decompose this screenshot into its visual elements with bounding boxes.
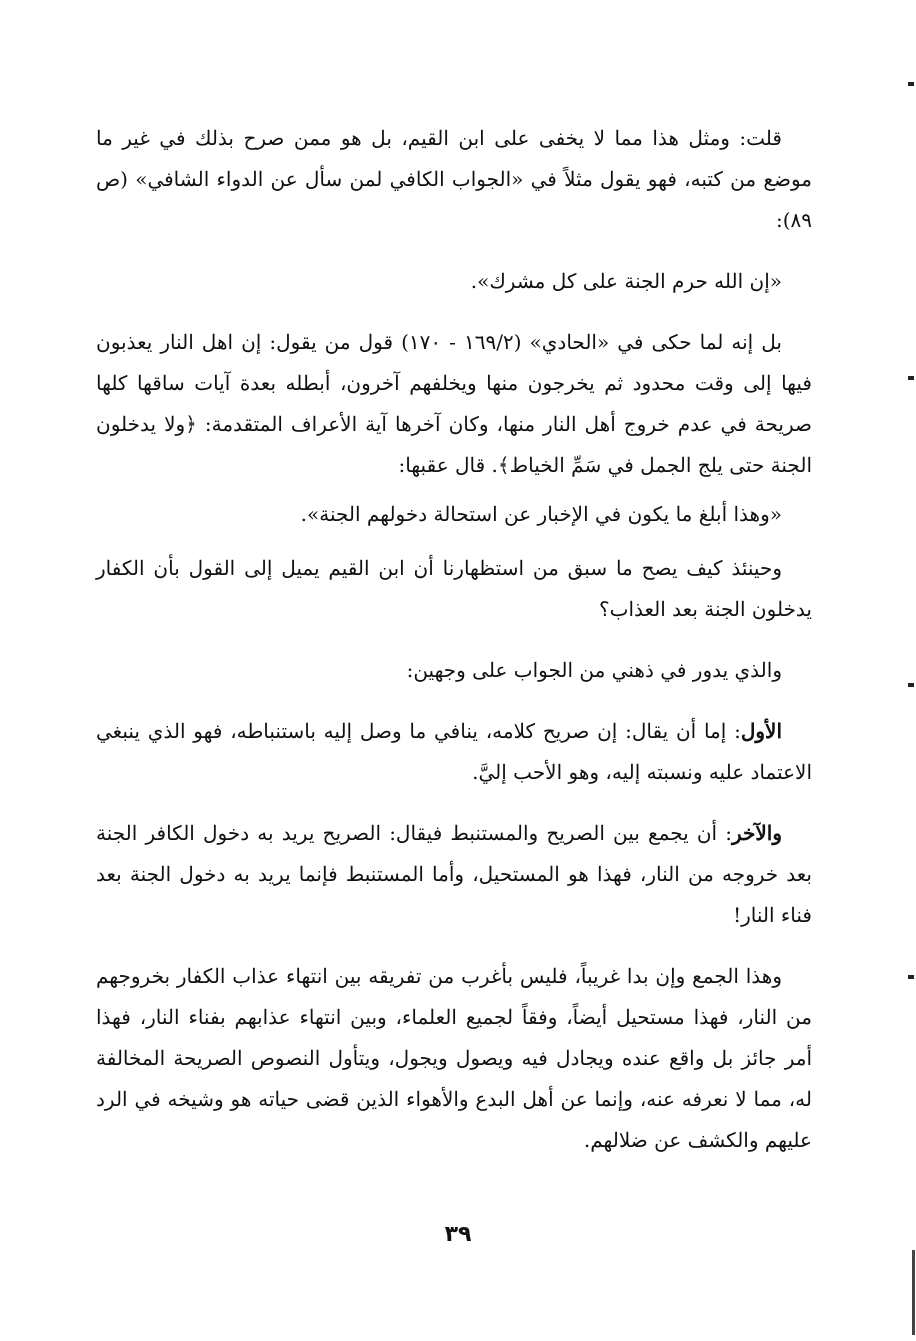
paragraph-first-answer bbox=[96, 711, 812, 793]
paragraph-question-text: وحينئذ كيف يصح ما سبق من استظهارنا أن ابن القيم يميل إلى القول بأن الكفار يدخلون الجنة بعد العذاب؟ bbox=[96, 556, 812, 621]
paragraph-intro-text: قلت: ومثل هذا مما لا يخفى على ابن القيم، بل هو ممن صرح بذلك في غير ما موضع من كتبه، فهو يقول مثلاً في «الجواب الكافي لمن سأل عن الدواء الشافي» (ص ٨٩): bbox=[96, 126, 812, 232]
first-answer-text: : إما أن يقال: إن صريح كلامه، ينافي ما وصل إليه باستنباطه، فهو الذي ينبغي الاعتماد عليه ونسبته إليه، وهو الأحب إليَّ. bbox=[96, 719, 812, 784]
scan-edge-mark bbox=[908, 975, 914, 979]
paragraph-conclusion bbox=[96, 956, 812, 1161]
paragraph-two-answers-text: والذي يدور في ذهني من الجواب على وجهين: bbox=[406, 658, 782, 682]
body-text bbox=[96, 118, 812, 1161]
scan-edge-mark bbox=[908, 683, 914, 687]
paragraph-intro bbox=[96, 118, 812, 241]
scan-edge-line bbox=[912, 1250, 915, 1335]
paragraph-hadi-text: بل إنه لما حكى في «الحادي» (١٦٩/٢ - ١٧٠) قول من يقول: إن اهل النار يعذبون فيها إلى وقت محدود ثم يخرجون منها ويخلفهم آخرون، أبطله بعدة آيات ساقها كلها صريحة في عدم خروج أهل النار منها، وكان آخرها آية الأعراف المتقدمة: ﴿ولا يدخلون الجنة حتى يلج الجمل في سَمِّ الخياط﴾. قال عقبها: bbox=[96, 330, 812, 477]
paragraph-hadi bbox=[96, 322, 812, 486]
second-answer-text: : أن يجمع بين الصريح والمستنبط فيقال: الصريح يريد به دخول الكافر الجنة بعد خروجه من النار، فهذا هو المستحيل، وأما المستنبط فإنما يريد به دخول الجنة بعد فناء النار! bbox=[96, 821, 812, 927]
scan-edge-mark bbox=[908, 82, 914, 86]
paragraph-second-answer bbox=[96, 813, 812, 936]
quote-paragraph-1 bbox=[96, 261, 812, 302]
paragraph-two-answers bbox=[96, 650, 812, 691]
first-answer-lead: الأول bbox=[740, 719, 782, 743]
paragraph-question bbox=[96, 548, 812, 630]
quote-paragraph-2 bbox=[96, 494, 812, 535]
page-number: ٣٩ bbox=[444, 1222, 472, 1247]
quote-text-1: «إن الله حرم الجنة على كل مشرك». bbox=[470, 269, 782, 293]
scan-edge-mark bbox=[908, 376, 914, 380]
paragraph-conclusion-text: وهذا الجمع وإن بدا غريباً، فليس بأغرب من تفريقه بين انتهاء عذاب الكفار بخروجهم من النار، فهذا مستحيل أيضاً، وفقاً لجميع العلماء، وبين انتهاء عذابهم بفناء النار، فهذا أمر جائز بل واقع عنده ويجادل فيه ويصول ويجول، ويتأول النصوص الصريحة المخالفة له، مما لا نعرفه عنه، وإنما عن أهل البدع والأهواء الذين قضى حياته هو وشيخه في الرد عليهم والكشف عن ضلالهم. bbox=[96, 964, 812, 1152]
quote-text-2: «وهذا أبلغ ما يكون في الإخبار عن استحالة دخولهم الجنة». bbox=[300, 502, 782, 526]
second-answer-lead: والآخر bbox=[731, 821, 782, 845]
